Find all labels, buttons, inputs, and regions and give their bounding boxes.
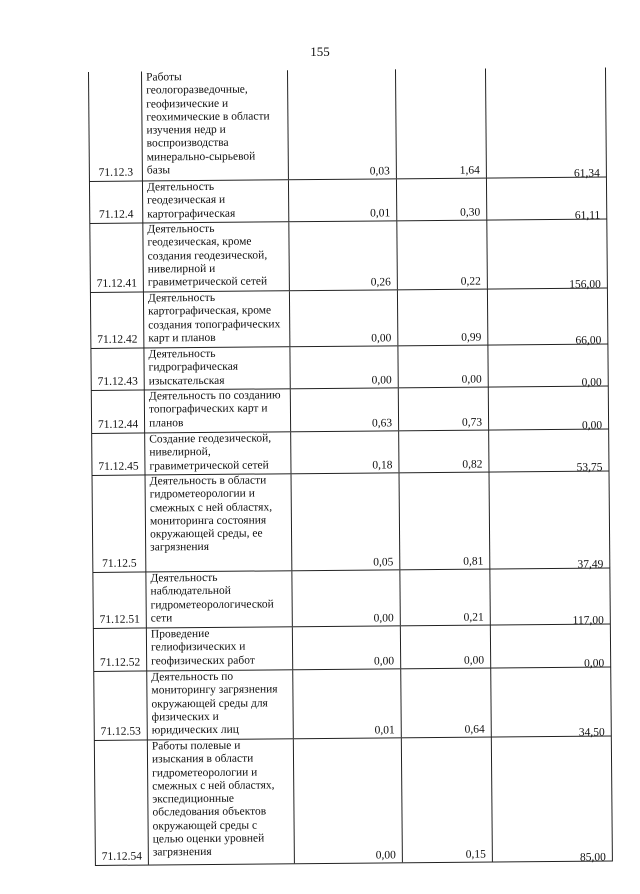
value-col-1: 0,18 [291,431,399,473]
table-row [89,177,607,224]
value-col-3: 61,34 [486,67,607,177]
activity-name: Проведение гелиофизических и геофизических работ [147,627,293,670]
value-col-2: 0,00 [398,346,488,388]
value-col-3: 61,11 [487,177,607,219]
value-col-1: 0,00 [293,626,401,669]
okved-code: 71.12.45 [91,434,145,475]
value-col-2: 0,15 [402,738,493,863]
table-row [91,386,609,434]
okved-code: 71.12.4 [89,182,143,223]
table-row [94,736,613,866]
value-col-3: 34,50 [491,667,612,736]
value-col-3: 0,00 [488,344,608,386]
activity-name: Деятельность картографическая, кроме создания топографических карт и планов [144,291,290,347]
table-row [92,471,611,573]
okved-code: 71.12.53 [93,672,148,740]
value-col-3: 0,00 [491,624,611,667]
value-col-3: 117,00 [490,568,610,624]
value-col-1: 0,01 [289,179,397,221]
activity-name: Деятельность геодезическая и картографическая [143,180,289,222]
value-col-1: 0,00 [292,570,400,626]
activity-name: Деятельность по созданию топографических карт и планов [145,389,291,432]
value-col-2: 1,64 [396,69,487,179]
value-col-3: 156,00 [487,219,608,288]
activity-name: Деятельность в области гидрометеорологии и смежных с ней областях, мониторинга состояния окружающей среды, ее загрязнения [146,474,293,571]
value-col-3: 66,00 [488,288,608,344]
value-col-2: 0,64 [401,669,492,738]
value-col-2: 0,22 [397,221,488,290]
value-col-2: 0,30 [397,179,487,221]
okved-code: 71.12.54 [94,741,149,865]
value-col-2: 0,73 [399,388,489,431]
value-col-2: 0,81 [400,473,491,570]
table-row [90,344,608,391]
okved-code: 71.12.42 [90,293,144,348]
okved-code: 71.12.51 [92,573,146,628]
value-col-2: 0,99 [398,290,488,346]
activity-name: Работы полевые и изыскания в области гидрометеорологии и смежных с ней областях, экспедиционные обследования объектов окружающей среды с целью оценки уровней загрязнения [148,739,295,864]
value-col-1: 0,26 [289,221,398,290]
value-col-3: 53,75 [489,429,609,471]
okved-code: 71.12.3 [88,72,143,181]
activity-name: Деятельность геодезическая, кроме создания геодезической, нивелирной и гравиметрической сетей [143,222,290,291]
value-col-1: 0,00 [294,738,403,863]
activity-name: Деятельность гидрографическая изыскательская [144,347,290,389]
statistics-table [88,67,613,865]
table-row [92,568,610,629]
okved-code: 71.12.5 [92,476,147,572]
okved-code: 71.12.43 [90,349,144,390]
activity-name: Деятельность по мониторингу загрязнения окружающей среды для физических и юридических лиц [147,670,294,739]
table-row [93,624,611,672]
table-row [90,288,608,349]
table-row [88,67,607,182]
okved-code: 71.12.41 [89,224,144,292]
value-col-3: 37,49 [490,471,611,568]
value-col-2: 0,00 [401,626,491,669]
table-row [93,667,612,741]
activity-name: Создание геодезической, нивелирной, гравиметрической сетей [145,432,291,474]
okved-code: 71.12.44 [91,391,145,433]
value-col-2: 0,82 [399,431,489,473]
page-number: 155 [310,44,330,59]
value-col-1: 0,00 [290,346,398,388]
value-col-1: 0,00 [290,290,398,346]
activity-name: Деятельность наблюдательной гидрометеорологической сети [146,571,292,627]
value-col-2: 0,21 [400,570,490,626]
value-col-1: 0,03 [288,69,397,179]
value-col-3: 0,00 [489,386,609,429]
value-col-1: 0,05 [292,473,401,570]
value-col-1: 0,01 [293,669,402,738]
table-row [89,219,608,293]
value-col-1: 0,63 [291,388,399,431]
okved-code: 71.12.52 [93,629,147,671]
table-row [91,429,609,476]
value-col-3: 85,00 [492,736,613,861]
activity-name: Работы геологоразведочные, геофизические и геохимические в области изучения недр и воспроизводства минерально-сырьевой базы [142,70,289,180]
